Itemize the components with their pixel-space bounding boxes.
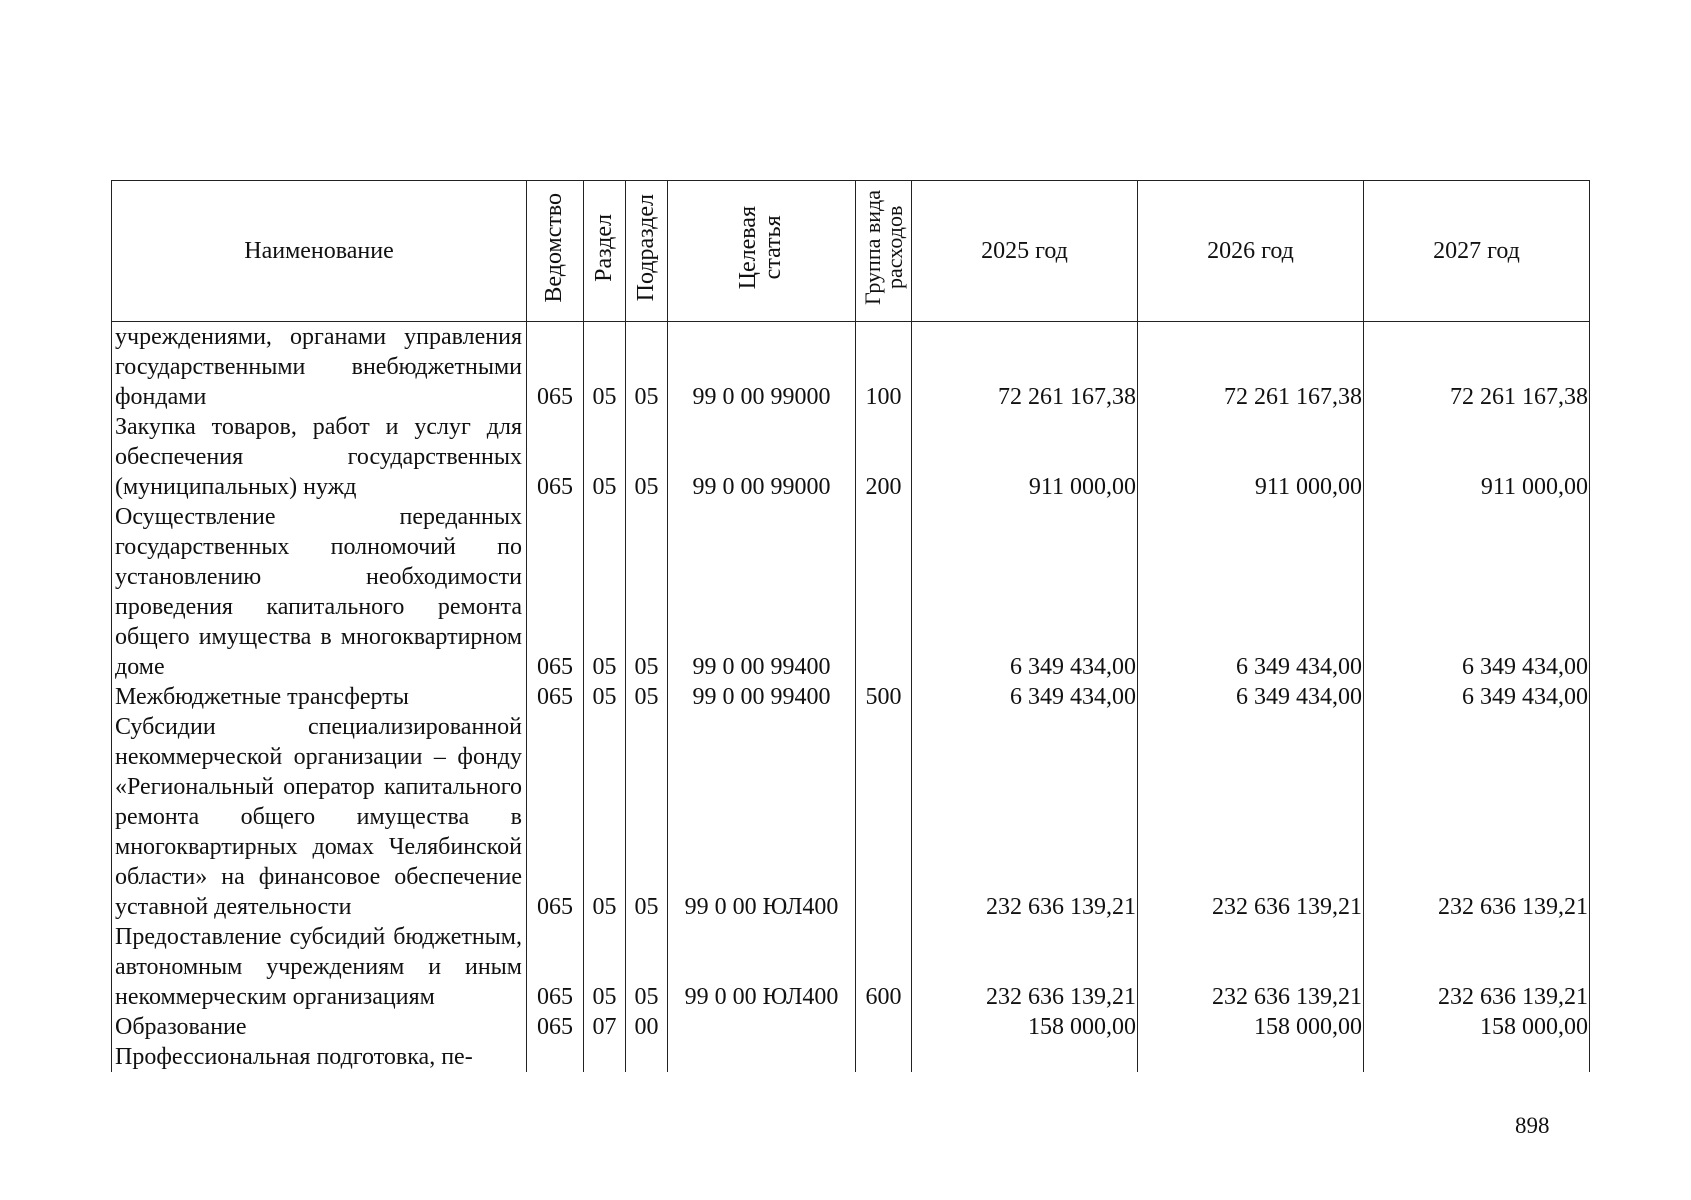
header-name: Наименование [112,181,527,322]
cell-y2025: 911 000,00 [912,412,1138,502]
cell-ved [527,1042,584,1072]
cell-y2027: 158 000,00 [1364,1012,1590,1042]
cell-cel: 99 0 00 ЮЛ400 [668,712,856,922]
cell-y2025: 232 636 139,21 [912,712,1138,922]
table-row [112,1012,1590,1042]
cell-cel: 99 0 00 ЮЛ400 [668,922,856,1012]
cell-cel [668,1042,856,1072]
cell-y2027: 72 261 167,38 [1364,322,1590,413]
cell-y2025: 158 000,00 [912,1012,1138,1042]
cell-name: Субсидии специализированной некоммерческой организации – фонду «Региональный оператор капитального ремонта общего имущества в многоквартирных домах Челябинской области» на финансовое обеспечение уставной деятельности [112,712,527,922]
table-body [112,322,1590,1073]
cell-pod [626,1042,668,1072]
cell-y2025: 232 636 139,21 [912,922,1138,1012]
cell-grp [856,1042,912,1072]
cell-razd [584,1042,626,1072]
cell-y2027 [1364,1042,1590,1072]
cell-name: Межбюджетные трансферты [112,682,527,712]
cell-razd: 05 [584,682,626,712]
cell-y2025 [912,1042,1138,1072]
cell-ved: 065 [527,922,584,1012]
cell-cel: 99 0 00 99400 [668,502,856,682]
cell-y2026: 232 636 139,21 [1138,712,1364,922]
cell-razd: 05 [584,412,626,502]
cell-y2025: 6 349 434,00 [912,682,1138,712]
cell-grp: 100 [856,322,912,413]
budget-table [111,180,1590,1072]
cell-y2027: 6 349 434,00 [1364,682,1590,712]
cell-razd: 05 [584,502,626,682]
header-razdel: Раздел [584,181,626,322]
cell-y2026: 911 000,00 [1138,412,1364,502]
cell-cel [668,1012,856,1042]
cell-y2027: 6 349 434,00 [1364,502,1590,682]
cell-ved: 065 [527,322,584,413]
cell-ved: 065 [527,502,584,682]
cell-name: Профессиональная подготовка, пе- [112,1042,527,1072]
cell-y2026 [1138,1042,1364,1072]
cell-ved: 065 [527,412,584,502]
cell-grp: 500 [856,682,912,712]
cell-name: Образование [112,1012,527,1042]
page-number: 898 [1515,1113,1550,1138]
table-row [112,412,1590,502]
table-row [112,322,1590,413]
header-celevaya-statya: Целевая статья [668,181,856,322]
cell-y2027: 232 636 139,21 [1364,712,1590,922]
table-row [112,682,1590,712]
cell-y2026: 6 349 434,00 [1138,682,1364,712]
cell-name: Предоставление субсидий бюджетным, автономным учреждениям и иным некоммерческим организациям [112,922,527,1012]
cell-pod: 00 [626,1012,668,1042]
cell-name: учреждениями, органами управления государственными внебюджетными фондами [112,322,527,413]
cell-cel: 99 0 00 99000 [668,412,856,502]
cell-pod: 05 [626,682,668,712]
cell-pod: 05 [626,502,668,682]
cell-ved: 065 [527,682,584,712]
cell-pod: 05 [626,412,668,502]
header-podrazdel: Подраздел [626,181,668,322]
cell-grp [856,712,912,922]
cell-cel: 99 0 00 99000 [668,322,856,413]
header-vedomstvo: Ведомство [527,181,584,322]
cell-razd: 05 [584,922,626,1012]
table-row [112,922,1590,1012]
cell-cel: 99 0 00 99400 [668,682,856,712]
cell-ved: 065 [527,712,584,922]
cell-name: Закупка товаров, работ и услуг для обеспечения государственных (муниципальных) нужд [112,412,527,502]
cell-razd: 07 [584,1012,626,1042]
cell-razd: 05 [584,322,626,413]
cell-y2026: 6 349 434,00 [1138,502,1364,682]
table-header [112,181,1590,322]
cell-pod: 05 [626,922,668,1012]
cell-y2025: 72 261 167,38 [912,322,1138,413]
cell-y2027: 911 000,00 [1364,412,1590,502]
cell-y2026: 232 636 139,21 [1138,922,1364,1012]
header-gruppa-vida-rashodov: Группа вида расходов [856,181,912,322]
table-row [112,502,1590,682]
header-year-2026: 2026 год [1138,181,1364,322]
header-year-2025: 2025 год [912,181,1138,322]
cell-grp: 200 [856,412,912,502]
cell-pod: 05 [626,712,668,922]
cell-y2025: 6 349 434,00 [912,502,1138,682]
header-year-2027: 2027 год [1364,181,1590,322]
cell-y2026: 72 261 167,38 [1138,322,1364,413]
table-row [112,1042,1590,1072]
cell-y2027: 232 636 139,21 [1364,922,1590,1012]
cell-ved: 065 [527,1012,584,1042]
cell-y2026: 158 000,00 [1138,1012,1364,1042]
cell-razd: 05 [584,712,626,922]
cell-grp [856,502,912,682]
cell-name: Осуществление переданных государственных полномочий по установлению необходимости проведения капитального ремонта общего имущества в многоквартирном доме [112,502,527,682]
cell-pod: 05 [626,322,668,413]
cell-grp [856,1012,912,1042]
cell-grp: 600 [856,922,912,1012]
table-row [112,712,1590,922]
